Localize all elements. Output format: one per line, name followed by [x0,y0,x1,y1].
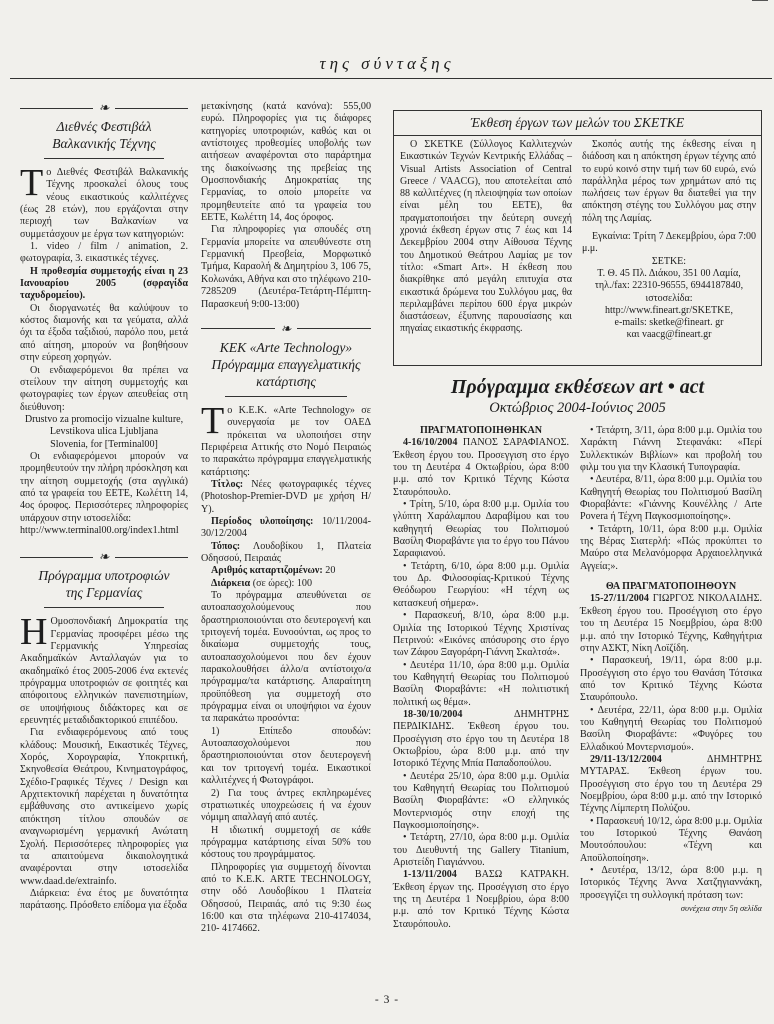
program-entry: • Τετάρτη, 3/11, ώρα 8:00 μ.μ. Ομιλία του Χαράκτη Γιάννη Στεφανάκι: «Περί Συλλεκτικών Βιβλίων» και προβολή του φιλμ του για την Κλασική Τυπογραφία. [580,425,762,474]
kek-field-place [201,541,371,566]
sketke-opening: Εγκαίνια: Τρίτη 7 Δεκεμβρίου, ώρα 7:00 μ.μ. [582,231,756,255]
kek-title [201,339,371,390]
festival-address-line: Slovenia, for [Terminal00] [50,438,158,450]
festival-title-line2: Βαλκανικής Τέχνης [52,136,156,151]
festival-url[interactable]: http://www.terminal00.org/index1.html [20,524,179,536]
sketke-right-text: Σκοπός αυτής της έκθεσης είναι η διάδοση και η απόκτηση έργων τέχνης από το ευρύ κοινό στην τιμή των 60 ευρώ, ενώ παράλληλα μέρος των χρημάτων από τις πωλήσεις των έργων θα διατεθεί για την απόκτηση στέγης του Συλλόγου μας στην πόλη της Λαμίας. [582,139,756,224]
sketke-title: Έκθεση έργων των μελών του ΣΚΕΤΚΕ [470,115,685,130]
ornament-divider [201,320,371,336]
program-title: Πρόγραμμα εκθέσεων art • act [450,376,705,398]
sketke-title-rule [394,135,761,136]
column-2 [201,101,371,936]
festival-title-line1: Διεθνές Φεστιβάλ [56,119,152,134]
germany-title-line1: Πρόγραμμα υποτροφιών [38,568,170,584]
drop-cap: Τ [201,399,225,442]
festival-intro-text: ο Διεθνές Φεστιβάλ Βαλκανικής Τέχνης προσκαλεί όλους τους νέους εικαστικούς καλλιτέχνες (έως 28 ετών), που εργάζονται στην περιοχή των Βαλκανίων να συμμετάσχουν με έργα των κατηγοριών: [20,167,188,240]
sketke-left-text: Ο ΣΚΕΤΚΕ (Σύλλογος Καλλιτεχνών Εικαστικών Τεχνών Κεντρικής Ελλάδας – Visual Artists Association of Central Greece / VAACG), που αποτελείται από 88 καλλιτέχνες (η πλειοψηφία των οποίων είναι μέλη του ΕΕΤΕ), θα πραγματοποιήσει την δεύτερη συνεχή χρονιά έκθεση έργων στις 7 έως και 14 Δεκεμβρίου 2004 στην Αίθουσα Τέχνης του Δημοτικού Θεάτρου Λαμίας με τον τίτλο: «Smart Art». Η έκθεση που διακρίθηκε από μεγάλη επιτυχία στα εικαστικά δρώμενα του Συλλόγου μας, θα περιλαμβάνει περίπου 600 έργα μικρών διαστάσεων, έξυπνης παρουσίασης και πηγαίας εικαστικής έκφρασης. [400,139,572,335]
kek-field-period [201,516,371,541]
festival-intro [20,162,188,241]
program-column-1 [393,425,569,931]
ornament-divider [20,551,188,563]
kek-field-duration [201,578,371,590]
program-entry: 18-30/10/2004 ΔΗΜΗΤΡΗΣ ΠΕΡΔΙΚΙΔΗΣ. Έκθεση έργου του. Προσέγγιση στο έργο του τη Δευτέρα 18 Οκτωβρίου, ώρα 8:00 μ.μ. από την Ιστορικό Τέχνης Μπία Παπαδοπούλου. [393,708,569,770]
continued-note: συνέχεια στην 5η σελίδα [680,903,762,914]
section-rule [44,158,165,159]
kek-field-label: Περίοδος υλοποίησης: [211,515,314,527]
festival-categories: 1. video / film / animation, 2. φωτογραφία, 3. εικαστικές τέχνες. [20,241,188,265]
festival-paragraph: Οι ενδιαφερόμενοι θα πρέπει να στείλουν την αίτηση συμμετοχής και φωτογραφίες των έργων απευθείας στη διεύθυνση: [20,364,188,413]
program-entry: • Τετάρτη, 27/10, ώρα 8:00 μ.μ. Ομιλία του Διευθυντή της Gallery Titanium, Αριστείδη Γιαγιάννου. [393,832,569,869]
kek-title-line3: κατάρτισης [256,373,316,389]
program-entry: 29/11-13/12/2004 ΔΗΜΗΤΡΗΣ ΜΥΤΑΡΑΣ. Έκθεση έργων του. Προσέγγιση στο έργο του τη Δευτέρα 29 Νοεμβρίου, ώρα 8:00 μ.μ. από την Ιστορικό Τέχνης Λίμπερτη Πολύζου. [580,753,762,815]
section-rule [44,607,165,608]
ornament-icon: ❧ [98,549,110,565]
sketke-email-line[interactable]: και vaacg@fineart.gr [626,329,712,341]
germany-title [20,567,188,601]
kek-field-label: Διάρκεια [211,577,251,589]
kek-field-label: Αριθμός καταρτιζομένων: [211,565,323,577]
festival-deadline: Η προθεσμία συμμετοχής είναι η 23 Ιανουαρίου 2005 (σφραγίδα ταχυδρομείου). [20,265,188,302]
program-entry: • Δευτέρα, 13/12, ώρα 8:00 μ.μ. η Ιστορικός Τέχνης Άννα Χατζηγιαννάκη, προσεγγίζει τη συλλογική πρόταση των: [580,865,762,901]
program-entry: • Τρίτη, 5/10, ώρα 8:00 μ.μ. Ομιλία του γλύπτη Χαράλαμπου Δαραβίμου και του καθηγητή Θεωρίας του Πολιτισμού Βασίλη Φιοραβάντε για το έργο του Πάνου Σαραφιανού. [393,499,569,560]
program-entry: 4-16/10/2004 ΠΑΝΟΣ ΣΑΡΑΦΙΑΝΟΣ. Έκθεση έργου του. Προσεγγιση στο έργο του τη Δευτέρα 4 Οκτωβρίου, ώρα 8:00 μ.μ. από τον Κριτικό Τέχνης Κώστα Σταυρόπουλο. [393,437,569,498]
program-entry: • Παρασκευή, 19/11, ώρα 8:00 μ.μ. Προσέγγιση στο έργο του Θανάση Τότσικα από τον Κριτικό Τέχνης Κώστα Σταυρόπουλο. [580,655,762,704]
sketke-address: Τ. Θ. 45 Πλ. Διάκου, 351 00 Λαμία, [597,267,741,279]
sketke-right-column [582,139,756,342]
program-done-heading: ΠΡΑΓΜΑΤΟΠΟΙΗΘΗΚΑΝ [419,425,543,436]
page-number: - 3 - [374,994,400,1006]
sketke-web-link[interactable]: http://www.fineart.gr/SKETKE, [605,304,733,316]
kek-paragraph: 2) Για τους άντρες εκπληρωμένες στρατιωτικές υποχρεώσεις ή να έχουν νόμιμη απαλλαγή από αυτές. [201,787,371,824]
germany-intro [20,611,188,727]
germany-paragraph: Για ενδιαφερόμενους από τους κλάδους: Μουσική, Εικαστικές Τέχνες, Χορός, Χορογραφία, Υποκριτική, Σκηνοθεσία Θεάτρου, Κινηματογράφος, Σχέδιο-Γραφικές Τέχνες / Design και Αρχιτεκτονική παρέχεται η δυνατότητα εμβάθυνσης στο αντικείμενο χωρίς απόκτηση τίτλου σπουδών σε αναγνωρισμένη γερμανική Ανώτατη Σχολή. Περισσότερες πληροφορίες για τα απαιτούμενα δικαιολογητικά αναφέρονται στην ιστοσελίδα www.daad.de/extrainfo. [20,727,188,887]
kek-field-value: Λουδοβίκου 1, Πλατεία Οδησσού, Πειραιάς [201,540,371,564]
drop-cap: Τ [20,162,44,204]
kek-field-value: 10/11/2004-30/12/2004 [201,515,371,540]
germany-title-line2: της Γερμανίας [65,585,143,601]
germany-continued: μετακίνησης (κατά κανόνα): 555,00 ευρώ. Πληροφορίες για τις διάφορες κατηγορίες υποτροφιών, καθώς και οι αντίστοιχες προθεσμίες υποβολής των αιτήσεων αναφέρονται στο παράρτημα της διακοίνωσης της πρεβείας της Ομοσπονδιακής Δημοκρατίας της Γερμανίας, το οποίο μπορείτε να προμηθευτείτε από τα γραφεία του ΕΕΤΕ, Κωλέττη 14, 4ος όροφος. [201,101,371,224]
kek-paragraph: 1) Επίπεδο σπουδών: Αυτοαπασχολούμενοι που δραστηριοποιούνται στον δευτερογενή και τον τριτογενή τομέα. Εικαστικοί καλλιτέχνες ή Φωτογράφοι. [201,725,371,787]
sketke-box [393,110,762,366]
program-upcoming-heading: ΘΑ ΠΡΑΓΜΑΤΟΠΟΙΗΘΟΥΝ [605,581,737,593]
germany-intro-text: Ομοσπονδιακή Δημοκρατία της Γερμανίας προσφέρει μέσω της Γερμανικής Υπηρεσίας Ακαδημαϊκών Ανταλλαγών για το ακαδημαϊκό έτος 2005-2006 ένα εκτενές πρόγραμμα υποτροφιών σε φοιτητές και απόφοιτους ελληνικών πανεπιστημίων, σε υποψήφιους διδάκτορες και σε ερευνητές μεταδιδακτορικού επιπέδου. [20,616,188,727]
program-entry: • Παρασκευή, 8/10, ώρα 8:00 μ.μ. Ομιλία της Ιστορικού Τέχνης Χριστίνας Πετρινού: «Εικόνες απόσυρσης στο έργο των Ζάφου Ξαγοράρη-Γιάννη Σκαλτσά». [393,610,569,659]
program-list-1 [393,437,569,931]
program-entry: • Τετάρτη, 10/11, ώρα 8:00 μ.μ. Ομιλία της Βέρας Σιατερλή: «Πώς προκύπτει το Μαύρο στα Μελανόμορφα Αρχαιοελληνικά Αγγεία;». [580,523,762,572]
program-list-2a [580,425,762,573]
drop-cap: Η [20,611,48,654]
kek-field-trainees [201,565,371,577]
program-list-2b [580,593,762,902]
program-entry: • Δευτέρα 25/10, ώρα 8:00 μ.μ. Ομιλία του Καθηγητή Θεωρίας του Πολιτισμού Βασίλη Φιοραβάντε: «Ο ελληνικός Μοντερνισμός στην εποχή της Παγκοσμιοποίησης». [393,770,569,831]
sketke-left-column [400,139,572,336]
header-rule [10,78,772,79]
kek-field-value: Νέες φωτογραφικές τέχνες (Photoshop-Premier-DVD με χρήση Η/Υ). [201,478,372,515]
festival-title [20,118,188,152]
festival-address-line: Drustvo za promocijo vizualne kulture, [24,413,184,425]
kek-title-line1: ΚΕΚ «Arte Technology» [219,339,353,355]
germany-paragraph: Διάρκεια: ένα έτος με δυνατότητα παράτασης. Πρόσθετο επίδομα για έξοδα [20,887,188,912]
festival-paragraph: Οι ενδιαφερόμενοι μπορούν να προμηθευτούν την πλήρη πρόσκληση και την αίτηση συμμετοχής (στα αγγλικά) από τα γραφεία του ΕΕΤΕ, Κωλέττη 14, 4ος όροφος. Περισσότερες πληροφορίες υπάρχουν στην ιστοσελίδα: [20,450,188,524]
sketke-web-label: ιστοσελίδα: [645,292,693,304]
program-column-2 [580,425,762,914]
kek-field-title [201,479,371,516]
program-entry: • Δευτέρα, 8/11, ώρα 8:00 μ.μ. Ομιλία του Καθηγητή Θεωρίας του Πολιτισμού Βασίλη Φιοραβάντε: «Γιάννης Κουνέλλης / Arte Povera ή Τέχνη Παγκοσμιοποίησης». [580,474,762,523]
program-entry: • Παρασκευή 10/12, ώρα 8:00 μ.μ. Ομιλία του Ιστορικού Τέχνης Θανάση Μουτσόπουλου: «Τέχνη και Αποϋλοποίηση». [580,815,762,864]
sketke-email-line[interactable]: e-mails: sketke@fineart. gr [614,317,724,329]
section-rule [225,396,347,397]
program-entry: • Δευτέρα 11/10, ώρα 8:00 μ.μ. Ομιλία του Καθηγητή Θεωρίας του Πολιτισμού Βασίλη Φιοραβάντε: «Η πολιτιστική πολιτική ως θέμα». [393,659,569,708]
kek-field-label: Τίτλος: [211,478,244,490]
sketke-org: ΣΕΤΚΕ: [651,255,687,267]
ornament-icon: ❧ [98,100,110,115]
column-1 [20,100,188,913]
kek-intro-text: ο Κ.Ε.Κ. «Arte Technology» σε συνεργασία με τον ΟΑΕΔ πρόκειται να υλοποιήσει στην Περιφέρεια Αττικής στο Νομό Πειραιώς το παρακάτω πρόγραμμα επαγγελματικής κατάρτισης: [201,404,371,478]
ornament-divider [20,102,188,114]
kek-paragraph: Πληροφορίες για συμμετοχή δίνονται από το Κ.Ε.Κ. ARTE TECHNOLOGY, στην οδό Λουδοβίκου 1 Πλατεία Οδησσού, Πειραιάς, από τις 9:30 έως 16:00 και στα τηλέφωνα 210-4174034, 210- 4174662. [201,861,371,935]
corner-mark [752,0,768,1]
kek-field-value: (σε ώρες): 100 [252,577,313,589]
program-subtitle: Οκτώβριος 2004-Ιούνιος 2005 [489,400,666,416]
kek-paragraph: Η ιδιωτική συμμετοχή σε κάθε πρόγραμμα κατάρτισης είναι 50% του κόστους του προγράμματος. [201,824,371,861]
kek-intro [201,399,371,479]
program-entry: 15-27/11/2004 ΓΙΩΡΓΟΣ ΝΙΚΟΛΑΙΔΗΣ. Έκθεση έργου του. Προσέγγιση στο έργο του τη Δευτέρα 15 Νοεμβρίου, ώρα 8:00 μ.μ. από την Ιστορικό Τέχνης, Καθηγήτρια στην ΑΣΚΤ, Νίκη Λοϊζίδη. [580,593,762,654]
program-entry: • Δευτέρα, 22/11, ώρα 8:00 μ.μ. Ομιλία του Καθηγητή Θεωρίας του Πολιτισμού Βασίλη Φιοραβάντε: «Φυγόρες του Ελλαδικού Μοντερνισμού». [580,704,762,753]
program-entry: • Τετάρτη, 6/10, ώρα 8:00 μ.μ. Ομιλία του Δρ. Φιλοσοφίας-Κριτικού Τέχνης Θεόδωρου Γεωργίου: «Η τέχνη ως κατασκευή σήμερα». [393,560,569,609]
kek-field-value: 20 [325,565,336,577]
ornament-icon: ❧ [280,320,292,336]
germany-continued: Για πληροφορίες για σπουδές στη Γερμανία μπορείτε να απευθύνεστε στη Γερμανική Πρεσβεία, Μορφωτικό Τμήμα, Καραολή & Δημητρίου 3, 106 75, Κολωνάκι, Αθήνα και στο τηλέφωνο 210-7285209 (Δευτέρα-Τετάρτη-Πέμπτη-Παρασκευή 9:00-13:00) [201,224,371,310]
program-entry: 1-13/11/2004 ΒΑΣΩ ΚΑΤΡΑΚΗ. Έκθεση έργων της. Προσέγγιση στο έργο της τη Δευτέρα 1 Νοεμβρίου, ώρα 8:00 μ.μ. από τον Κριτικό Τέχνης Κώστα Σταυρόπουλο. [393,869,569,930]
festival-address-line: Levstikova ulica Ljubljana [49,426,159,438]
page-header-title: της σύνταξης [319,54,455,73]
kek-field-label: Τόπος: [211,540,241,552]
kek-title-line2: Πρόγραμμα επαγγελματικής [211,356,361,372]
kek-paragraph: Το πρόγραμμα απευθύνεται σε αυτοαπασχολούμενους που δραστηριοποιούνται στο δευτερογενή και τριτογενή τομέα. Ευνοούνται, ως προς το δικαίωμα συμμετοχής τους, αυτοαπασχολούμενοι που δεν έχουν παρακολουθήσει άλλο/α αντίστοιχο/α πρόγραμμα/τα κατάρτισης. Απαραίτητη προϋπόθεση για συμμετοχή στο πρόγραμμα είναι οι υποψήφιοι να έχουν τα παρακάτω προσόντα: [201,590,371,725]
festival-paragraph: Οι διοργανωτές θα καλύψουν το κόστος διαμονής και τα γεύματα, αλλά όχι τα έξοδα ταξιδιού, παρόλο που, μετά από αίτηση, μπορούν να βοηθήσουν στην εύρεση χορηγών. [20,302,188,364]
sketke-phone: τηλ./fax: 22310-96555, 6944187840, [594,280,744,292]
